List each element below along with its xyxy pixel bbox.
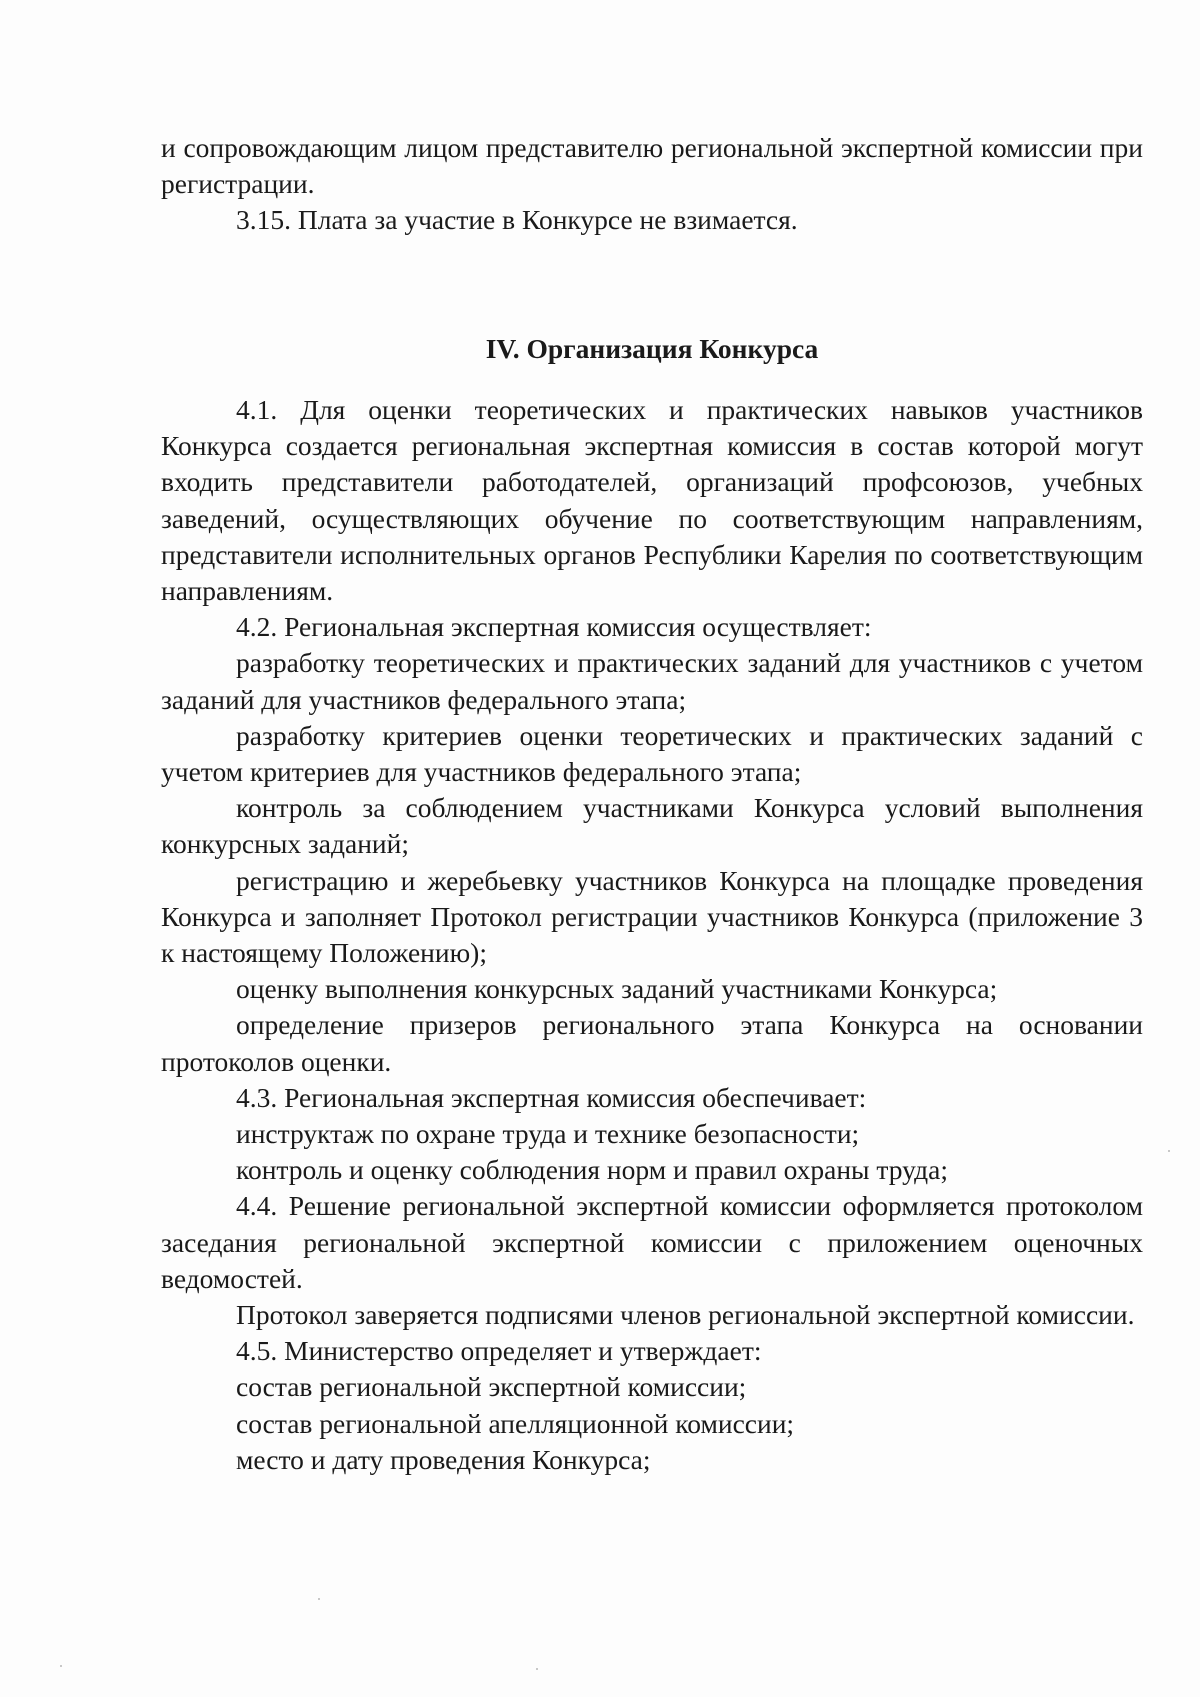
paragraph: разработку теоретических и практических заданий для участников с учетом заданий для участников федерального этапа; [161,647,1143,715]
paragraph: состав региональной апелляционной комиссии; [236,1407,795,1439]
paragraph: 4.3. Региональная экспертная комиссия обеспечивает: [236,1081,867,1113]
paragraph: и сопровождающим лицом представителю региональной экспертной комиссии при регистрации. [161,132,1143,200]
paragraph: Протокол заверяется подписями членов региональной экспертной комиссии. [236,1299,1135,1331]
paragraph: 3.15. Плата за участие в Конкурсе не взимается. [236,204,798,236]
paragraph: 4.4. Решение региональной экспертной комиссии оформляется протоколом заседания региональной экспертной комиссии с приложением оценочных ведомостей. [161,1190,1143,1294]
section-heading: IV. Организация Конкурса [485,333,819,364]
paragraph: место и дату проведения Конкурса; [236,1443,651,1475]
paragraph: определение призеров регионального этапа Конкурса на основании протоколов оценки. [161,1009,1143,1077]
paragraph: разработку критериев оценки теоретических и практических заданий с учетом критериев для участников федерального этапа; [161,719,1143,788]
text-block-top [161,130,1143,239]
text-block-main [161,392,1143,1478]
paragraph: регистрацию и жеребьевку участников Конкурса на площадке проведения Конкурса и заполняет Протокол регистрации участников Конкурса (приложение 3 к настоящему Положению); [161,864,1143,969]
paragraph: контроль за соблюдением участниками Конкурса условий выполнения конкурсных заданий; [161,792,1143,860]
paragraph: инструктаж по охране труда и технике безопасности; [236,1118,860,1150]
paragraph: 4.5. Министерство определяет и утверждает: [236,1335,762,1367]
scan-speck [1168,1150,1170,1152]
paragraph: контроль и оценку соблюдения норм и правил охраны труда; [236,1154,949,1186]
scan-speck [60,1665,62,1667]
paragraph: 4.2. Региональная экспертная комиссия осуществляет: [236,611,872,643]
scan-speck [318,1598,320,1600]
paragraph: 4.1. Для оценки теоретических и практических навыков участников Конкурса создается региональная экспертная комиссия в состав которой могут входить представители работодателей, организаций профсоюзов, учебных заведений, осуществляющих обучение по соответствующим направлениям, представители исполнительных органов Республики Карелия по соответствующим направлениям. [161,394,1143,607]
paragraph: состав региональной экспертной комиссии; [236,1371,747,1403]
paragraph: оценку выполнения конкурсных заданий участниками Конкурса; [236,973,998,1005]
scan-speck [536,1668,538,1670]
section-heading-block [161,331,1143,367]
